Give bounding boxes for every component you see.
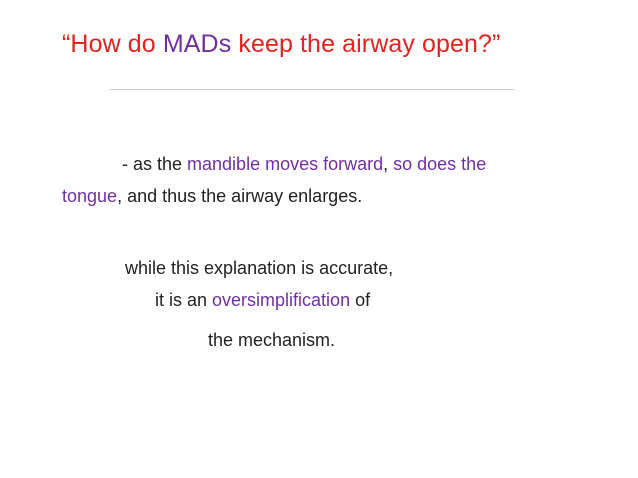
title-part-2: keep the airway open?” <box>231 30 501 58</box>
p2-prefix: it is an <box>155 290 213 310</box>
p1-highlight-mandible: mandible moves forward <box>187 154 384 174</box>
slide-title <box>62 30 500 59</box>
title-highlight-mads: MADs <box>162 30 232 58</box>
paragraph1-line1 <box>122 154 486 175</box>
title-divider <box>110 89 514 90</box>
p1-comma: , <box>383 154 394 174</box>
title-part-1: “How do <box>62 30 163 58</box>
paragraph2-line2 <box>155 290 370 311</box>
p1-highlight-so-does: so does the <box>393 154 487 174</box>
p2-suffix: of <box>350 290 371 310</box>
paragraph1-line2 <box>62 186 362 207</box>
paragraph2-line1: while this explanation is accurate, <box>125 258 394 278</box>
p1-rest: , and thus the airway enlarges. <box>117 186 363 206</box>
paragraph2-line3: the mechanism. <box>208 330 336 350</box>
p1-prefix: - as the <box>122 154 188 174</box>
p1-highlight-tongue: tongue <box>62 186 118 206</box>
p2-highlight-oversimplification: oversimplification <box>212 290 351 310</box>
